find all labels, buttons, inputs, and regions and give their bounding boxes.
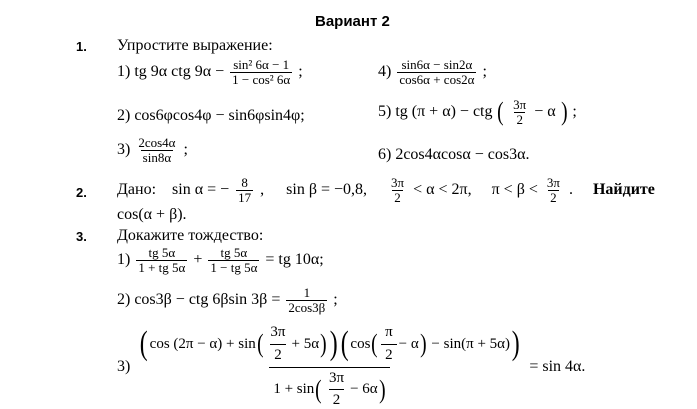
task1-item-1-expr: tg 9α ctg 9α − bbox=[134, 64, 224, 80]
task3-item-2-denominator: 2cos3β bbox=[286, 300, 327, 315]
task1-item-6-label: 6) bbox=[378, 147, 391, 163]
task3-item-3 bbox=[117, 325, 585, 409]
task3-heading: Докажите тождество: bbox=[117, 228, 263, 244]
task3-item-3-frac-3pi-2-b bbox=[325, 371, 348, 409]
task3-item-1-denominator-1: 1 + tg 5α bbox=[136, 260, 187, 275]
task2-range-alpha: < α < 2π, bbox=[413, 182, 472, 198]
task3-item-2-label: 2) bbox=[117, 292, 130, 308]
task3-item-3-den-start: 1 + sin bbox=[273, 382, 314, 397]
task3-item-3-part1-tail: + 5α bbox=[292, 337, 320, 352]
task2-find-label: Найдите bbox=[593, 182, 655, 198]
task1-item-5: 5) tg (π + α) − ctg ( $\frac{3\pi}{2}$ − α ) ; bbox=[378, 98, 577, 126]
task2-range-beta-numerator: 3π bbox=[545, 176, 562, 190]
task1-item-1-fraction bbox=[230, 58, 292, 86]
task1-item-4-label: 4) bbox=[378, 64, 391, 80]
task1-item-3-numerator: 2cos4α bbox=[136, 136, 177, 150]
task2-sin-alpha: sin α = − bbox=[172, 182, 229, 198]
task3-item-1 bbox=[117, 246, 324, 274]
task3-item-3-frac-c-num: 3π bbox=[325, 371, 348, 390]
task3-item-2-expr: cos3β − ctg 6βsin 3β = bbox=[134, 292, 280, 308]
task3-item-3-denominator: 1 + sin ( $\frac{3\pi}{2}$ − 6α ) bbox=[269, 367, 390, 409]
task3-item-1-fraction-1 bbox=[136, 246, 187, 274]
task2-range-beta-end: . bbox=[569, 182, 573, 198]
task1-item-5-expr: tg (π + α) − ctg bbox=[395, 104, 492, 120]
task1-item-1-label: 1) bbox=[117, 64, 130, 80]
task3-item-3-label: 3) bbox=[117, 359, 130, 375]
task3-item-3-rhs: = sin 4α. bbox=[529, 359, 585, 375]
task3-item-3-frac-3pi-2-a bbox=[266, 325, 289, 364]
task3-item-1-numerator-1: tg 5α bbox=[146, 246, 177, 260]
task1-item-2-expr: cos6φcos4φ − sin6φsin4φ; bbox=[134, 108, 304, 124]
task3-item-1-denominator-2: 1 − tg 5α bbox=[208, 260, 259, 275]
task3-item-3-den-tail: − 6α bbox=[350, 382, 378, 397]
variant-title: Вариант 2 bbox=[315, 14, 390, 29]
task1-item-4 bbox=[378, 58, 487, 86]
task3-item-3-frac-b-den: 2 bbox=[381, 344, 397, 364]
task2-range-alpha-numerator: 3π bbox=[389, 176, 406, 190]
task3-item-3-part2-mid: − α bbox=[399, 337, 419, 352]
task-number-1: 1. bbox=[76, 40, 87, 53]
task1-item-3-fraction bbox=[136, 136, 177, 164]
task2-sin-alpha-denominator: 17 bbox=[236, 190, 253, 205]
task1-item-2-label: 2) bbox=[117, 108, 130, 124]
task1-item-4-numerator: sin6α − sin2α bbox=[399, 58, 474, 72]
task1-item-6-expr: 2cos4αcosα − cos3α. bbox=[395, 147, 529, 163]
task1-item-3-label: 3) bbox=[117, 142, 130, 158]
task1-item-1-end: ; bbox=[298, 64, 302, 80]
task2-given bbox=[117, 176, 655, 204]
task3-item-1-plus: + bbox=[193, 252, 202, 268]
task2-range-beta: π < β < bbox=[492, 182, 538, 198]
task2-range-alpha-fraction bbox=[389, 176, 406, 204]
task3-item-3-numerator: ( cos (2π − α) + sin ( $\frac{3\pi}{2}$ + 5α ) ) ( cos ( $\frac{\pi}{2}$ − α ) − sin(π + 5α) ) bbox=[134, 325, 525, 367]
task1-item-5-label: 5) bbox=[378, 104, 391, 120]
task3-item-2-end: ; bbox=[333, 292, 337, 308]
task3-item-1-fraction-2 bbox=[208, 246, 259, 274]
task1-item-6 bbox=[378, 147, 529, 163]
task2-find-expr: cos(α + β). bbox=[117, 207, 187, 223]
task1-item-3-denominator: sin8α bbox=[141, 150, 173, 165]
task2-range-beta-fraction bbox=[545, 176, 562, 204]
task3-item-3-part1: cos (2π − α) + sin bbox=[150, 337, 256, 352]
task2-sin-beta: sin β = −0,8, bbox=[286, 182, 367, 198]
task3-item-3-fraction bbox=[134, 325, 525, 409]
task1-item-5-denominator: 2 bbox=[514, 112, 525, 127]
task2-sin-alpha-numerator: 8 bbox=[239, 176, 250, 190]
task-number-3: 3. bbox=[76, 230, 87, 243]
task1-item-1-numerator: sin² 6α − 1 bbox=[231, 58, 291, 72]
task1-item-3-end: ; bbox=[183, 142, 187, 158]
task1-item-5-fraction bbox=[511, 98, 528, 126]
task2-sin-alpha-fraction bbox=[236, 176, 253, 204]
task2-range-alpha-denominator: 2 bbox=[392, 190, 403, 205]
task3-item-2-numerator: 1 bbox=[302, 286, 313, 300]
task1-item-5-tail: − α bbox=[534, 104, 555, 120]
task3-item-1-label: 1) bbox=[117, 252, 130, 268]
task3-item-3-frac-a-num: 3π bbox=[266, 325, 289, 344]
task1-item-1-denominator: 1 − cos² 6α bbox=[230, 72, 292, 87]
task1-item-4-fraction bbox=[397, 58, 476, 86]
task3-item-2-fraction bbox=[286, 286, 327, 314]
task3-item-1-rhs: = tg 10α; bbox=[265, 252, 323, 268]
task1-item-5-numerator: 3π bbox=[511, 98, 528, 112]
task3-item-3-part2-tail: − sin(π + 5α) bbox=[431, 337, 510, 352]
task1-item-1 bbox=[117, 58, 303, 86]
task1-item-2 bbox=[117, 108, 305, 124]
task-number-2: 2. bbox=[76, 186, 87, 199]
task1-heading: Упростите выражение: bbox=[117, 38, 273, 54]
task3-item-3-part2: cos bbox=[350, 337, 370, 352]
task2-range-beta-denominator: 2 bbox=[548, 190, 559, 205]
task1-item-5-end: ; bbox=[572, 104, 576, 120]
task3-item-3-frac-a-den: 2 bbox=[270, 344, 286, 364]
task3-item-3-frac-c-den: 2 bbox=[329, 389, 345, 409]
task3-item-3-frac-b-num: π bbox=[381, 325, 397, 344]
task1-item-4-end: ; bbox=[482, 64, 486, 80]
task1-item-4-denominator: cos6α + cos2α bbox=[397, 72, 476, 87]
task3-item-2 bbox=[117, 286, 338, 314]
task3-item-1-numerator-2: tg 5α bbox=[219, 246, 250, 260]
task3-item-3-frac-pi-2 bbox=[381, 325, 397, 364]
task1-item-3 bbox=[117, 136, 188, 164]
task2-given-label: Дано: bbox=[117, 182, 156, 198]
task2-sin-alpha-end: , bbox=[260, 182, 264, 198]
